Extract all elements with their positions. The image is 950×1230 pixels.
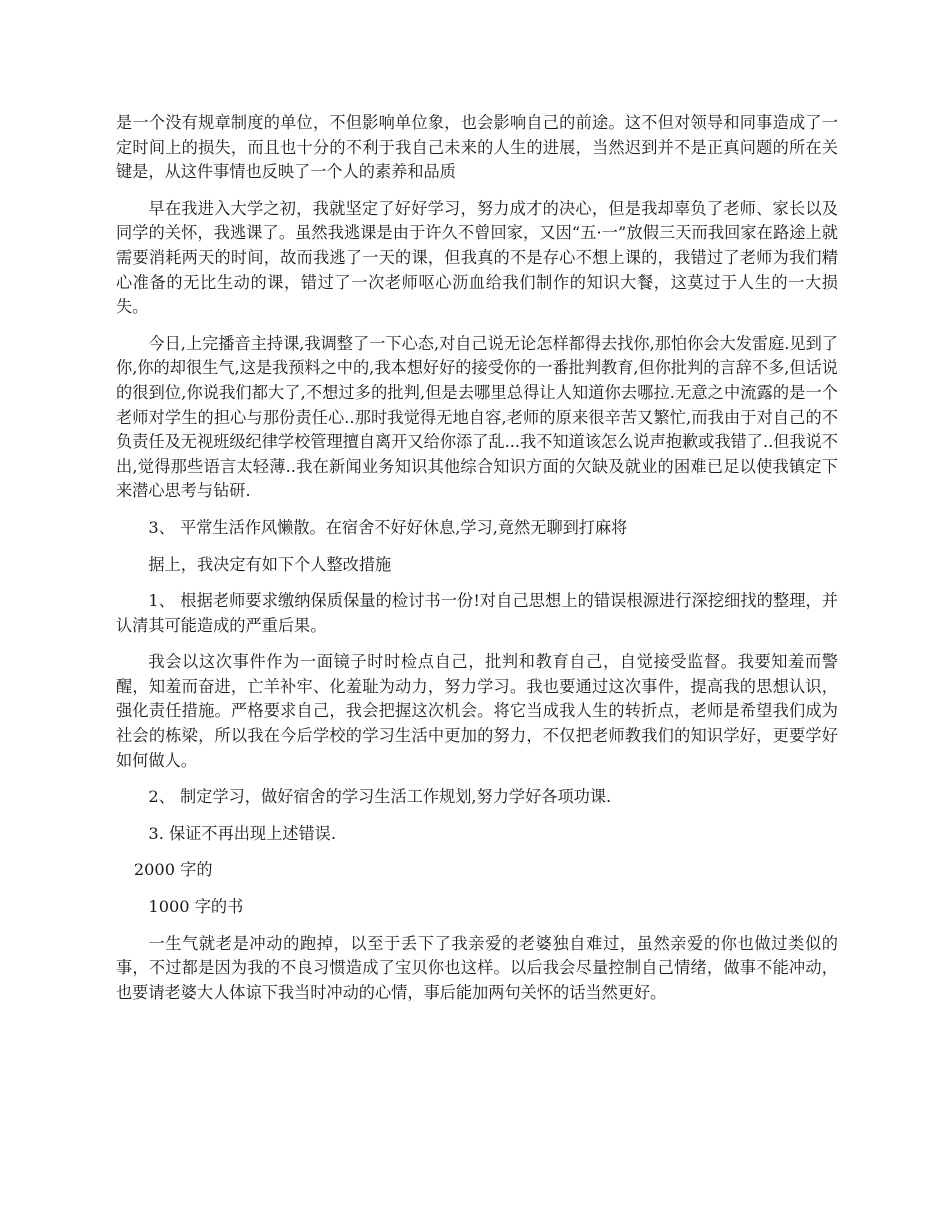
paragraph-7: 我会以这次事件作为一面镜子时时检点自己，批判和教育自己，自觉接受监督。我要知羞而警醒，知羞而奋进，亡羊补牢、化羞耻为动力，努力学习。我也要通过这次事件，提高我的思想认识，强化责任措施。严格要求自己，我会把握这次机会。将它当成我人生的转折点，老师是希望我们成为社会的栋梁，所以我在今后学校的学习生活中更加的努力，不仅把老师教我们的知识学好，更要学好如何做人。 bbox=[116, 652, 838, 770]
document-body bbox=[116, 111, 838, 1005]
paragraph-2: 早在我进入大学之初，我就坚定了好好学习，努力成才的决心，但是我却辜负了老师、家长以及同学的关怀，我逃课了。虽然我逃课是由于许久不曾回家，又因“五·一”放假三天而我回家在路途上就需要消耗两天的时间，故而我逃了一天的课，但我真的不是存心不想上课的，我错过了老师为我们精心准备的无比生动的课，错过了一次老师呕心沥血给我们制作的知识大餐，这莫过于人生的一大损失。 bbox=[116, 198, 838, 317]
paragraph-9: 3. 保证不再出现上述错误. bbox=[148, 823, 337, 843]
paragraph-8: 2、 制定学习，做好宿舍的学习生活工作规划,努力学好各项功课. bbox=[148, 787, 612, 807]
paragraph-6: 1、 根据老师要求缴纳保质保量的检讨书一份!对自己思想上的错误根源进行深挖细找的整理，并认清其可能造成的严重后果。 bbox=[116, 591, 838, 635]
paragraph-4: 3、 平常生活作风懒散。在宿舍不好好休息,学习,竟然无聊到打麻将 bbox=[148, 517, 628, 537]
paragraph-12: 一生气就老是冲动的跑掉，以至于丢下了我亲爱的老婆独自难过，虽然亲爱的你也做过类似的事，不过都是因为我的不良习惯造成了宝贝你也这样。以后我会尽量控制自己情绪，做事不能冲动，也要请老婆大人体谅下我当时冲动的心情，事后能加两句关怀的话当然更好。 bbox=[116, 933, 838, 1002]
paragraph-3: 今日,上完播音主持课,我调整了一下心态,对自己说无论怎样都得去找你,那怕你会大发雷庭.见到了你,你的却很生气,这是我预料之中的,我本想好好的接受你的一番批判教育,但你批判的言辞不多,但话说的很到位,你说我们都大了,不想过多的批判,但是去哪里总得让人知道你去哪拉.无意之中流露的是一个老师对学生的担心与那份责任心..那时我觉得无地自容,老师的原来很辛苦又繁忙,而我由于对自己的不负责任及无视班级纪律学校管理擅自离开又给你添了乱...我不知道该怎么说声抱歉或我错了..但我说不出,觉得那些语言太轻薄..我在新闻业务知识其他综合知识方面的欠缺及就业的困难已足以使我镇定下来潜心思考与钻研. bbox=[116, 333, 838, 501]
paragraph-10: 2000 字的 bbox=[133, 860, 213, 880]
paragraph-1: 是一个没有规章制度的单位，不但影响单位象，也会影响自己的前途。这不但对领导和同事造成了一定时间上的损失，而且也十分的不利于我自己未来的人生的进展，当然迟到并不是正真问题的所在关键是，从这件事情也反映了一个人的素养和品质 bbox=[116, 113, 838, 182]
paragraph-5: 据上，我决定有如下个人整改措施 bbox=[148, 554, 392, 574]
paragraph-11: 1000 字的书 bbox=[148, 897, 244, 917]
